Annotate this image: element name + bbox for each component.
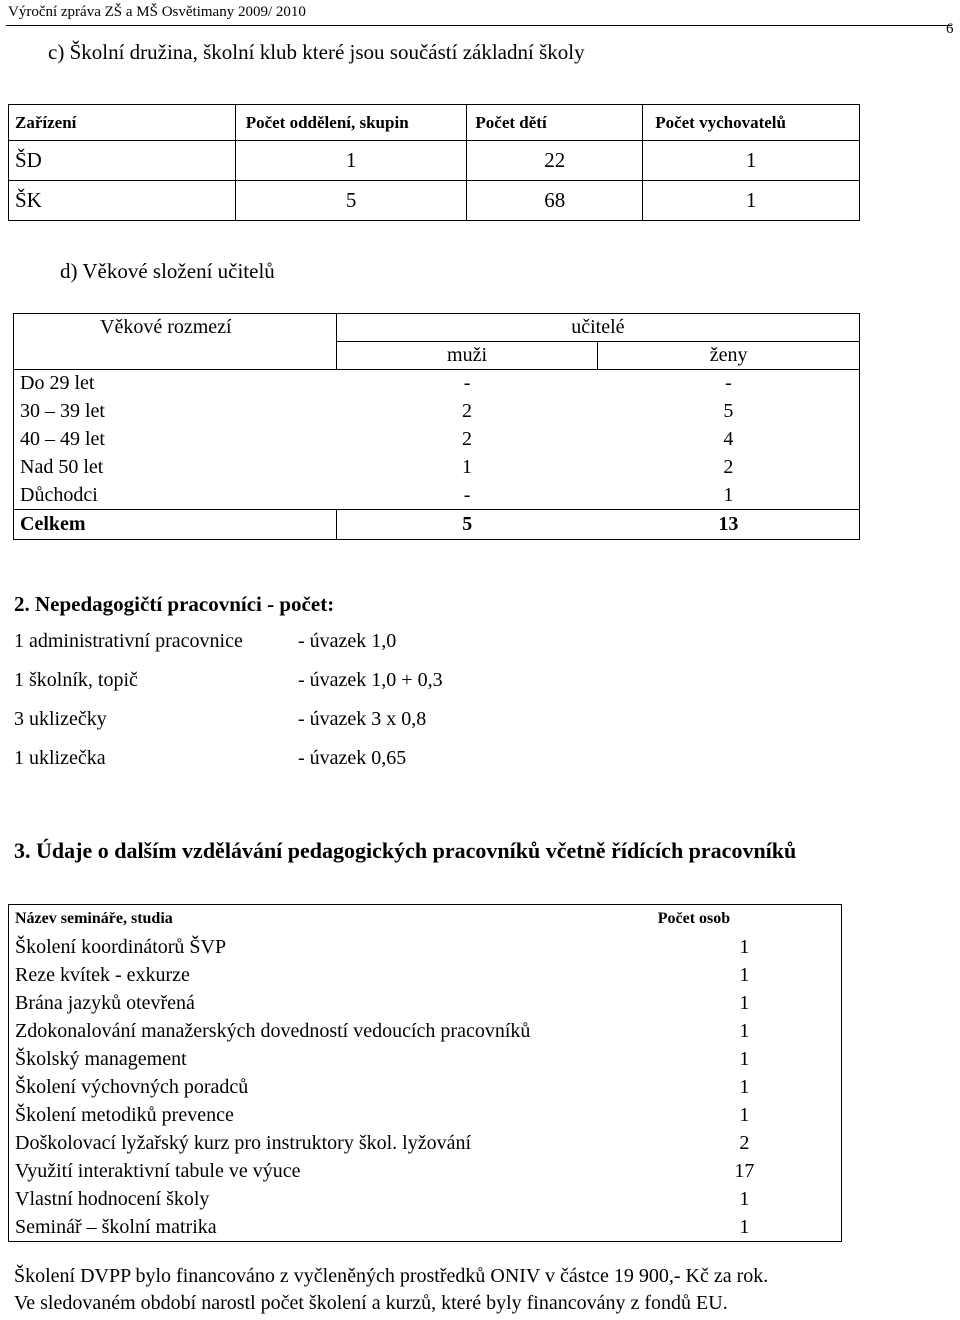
table-cell: 30 – 39 let (14, 398, 337, 426)
page-number: 6 (946, 21, 954, 37)
table-cell: 2 (462, 400, 473, 422)
table-cell: Seminář – školní matrika (15, 1216, 217, 1238)
header-divider (6, 25, 952, 26)
table-row (9, 1073, 842, 1101)
table-cell: 1 (739, 1216, 750, 1238)
table-cell: Vlastní hodnocení školy (15, 1188, 210, 1210)
table-cell: 2 (598, 454, 860, 482)
table-cell: Školení koordinátorů ŠVP (15, 936, 227, 958)
staff-load: - úvazek 1,0 + 0,3 (298, 669, 443, 691)
table-cell: 1 (462, 456, 473, 478)
table-cell: - (463, 483, 471, 506)
table-cell: Školení metodiků prevence (15, 1104, 234, 1126)
column-header: Počet dětí (467, 105, 643, 141)
table-cell: 5 (598, 398, 860, 426)
column-header-men: muži (336, 342, 598, 370)
table-cell: 2 (739, 1132, 750, 1154)
section-2-heading-text: 2. Nepedagogičtí pracovníci - počet: (14, 592, 335, 616)
table-cell: 1 (643, 181, 860, 221)
table-cell: ŠK (9, 181, 236, 221)
table-cell: 17 (734, 1160, 755, 1182)
staff-load: - úvazek 0,65 (298, 747, 407, 769)
column-header-teachers: učitelé (336, 314, 859, 342)
column-header: Počet vychovatelů (643, 105, 860, 141)
table-cell: 1 (739, 1076, 750, 1098)
section-d-heading: d) Věkové složení učitelů (60, 259, 275, 283)
table-cell: - (463, 372, 471, 395)
staff-position: 3 uklizečky (14, 708, 107, 730)
column-header-course: Název semináře, studia (15, 910, 173, 927)
teacher-age-table (13, 313, 860, 540)
table-cell: Reze kvítek - exkurze (15, 964, 190, 986)
training-table (8, 904, 842, 1242)
section-c-heading: c) Školní družina, školní klub které jsou součástí základní školy (48, 40, 585, 64)
table-cell: 5 (235, 181, 467, 221)
table-cell: Nad 50 let (14, 454, 337, 482)
column-header-women: ženy (598, 342, 860, 370)
table-cell: Do 29 let (14, 370, 337, 398)
staff-load: - úvazek 3 x 0,8 (298, 708, 427, 730)
table-cell: Brána jazyků otevřená (15, 992, 195, 1014)
table-row (9, 1017, 842, 1045)
staff-load: - úvazek 1,0 (298, 630, 397, 652)
table-cell: 2 (462, 428, 473, 450)
funding-note: Školení DVPP bylo financováno z vyčleněných prostředků ONIV v částce 19 900,- Kč za rok. (14, 1265, 769, 1287)
table-header-row (9, 105, 860, 141)
table-row (9, 1185, 842, 1213)
table-cell: 1 (739, 964, 750, 986)
table-cell: Důchodci (14, 482, 337, 510)
table-cell: 1 (739, 936, 750, 958)
table-row (14, 370, 860, 398)
table-row (14, 398, 860, 426)
table-cell: 1 (235, 141, 467, 181)
total-women: 13 (598, 510, 860, 540)
table-total-row (14, 510, 860, 540)
table-row (9, 1213, 842, 1242)
table-cell: Školení výchovných poradců (15, 1076, 249, 1098)
table-cell: 1 (598, 482, 860, 510)
table-cell: 1 (739, 1104, 750, 1126)
table-row (9, 141, 860, 181)
table-cell: 22 (467, 141, 643, 181)
total-men: 5 (336, 510, 598, 540)
table-cell: 1 (739, 1048, 750, 1070)
total-label: Celkem (14, 510, 337, 540)
table-cell: 40 – 49 let (14, 426, 337, 454)
eu-funding-note: Ve sledovaném období narostl počet školení a kurzů, které byly financovány z fondů EU. (14, 1292, 728, 1314)
school-club-table (8, 104, 860, 221)
table-cell: 1 (643, 141, 860, 181)
column-header-count: Počet osob (657, 910, 731, 927)
table-row (9, 1045, 842, 1073)
column-header: Počet oddělení, skupin (235, 105, 467, 141)
table-cell: 1 (739, 1188, 750, 1210)
table-row (9, 989, 842, 1017)
table-cell: 1 (739, 1020, 750, 1042)
table-row (9, 1157, 842, 1185)
table-row (9, 933, 842, 961)
table-cell: Zdokonalování manažerských dovedností vedoucích pracovníků (15, 1020, 531, 1042)
table-row (14, 426, 860, 454)
table-cell: 1 (739, 992, 750, 1014)
table-cell: - (598, 370, 860, 398)
column-header: Zařízení (9, 105, 236, 141)
table-row (14, 482, 860, 510)
section-2-heading (14, 592, 334, 617)
column-header-age-range: Věkové rozmezí (14, 314, 337, 370)
staff-position: 1 administrativní pracovnice (14, 630, 243, 652)
table-row (14, 454, 860, 482)
table-cell: ŠD (9, 141, 236, 181)
table-cell: 68 (467, 181, 643, 221)
table-cell: 4 (598, 426, 860, 454)
table-row (9, 181, 860, 221)
section-3-heading: 3. Údaje o dalším vzdělávání pedagogických pracovníků včetně řídících pracovníků (14, 838, 797, 863)
table-cell: Školský management (15, 1048, 187, 1070)
table-header-row (9, 905, 842, 934)
table-row (9, 961, 842, 989)
table-cell: Využití interaktivní tabule ve výuce (15, 1160, 301, 1182)
table-header-row (14, 314, 860, 342)
table-row (9, 1129, 842, 1157)
table-row (9, 1101, 842, 1129)
document-header-title: Výroční zpráva ZŠ a MŠ Osvětimany 2009/ 2010 (8, 4, 306, 20)
staff-position: 1 školník, topič (14, 669, 138, 691)
staff-position: 1 uklizečka (14, 747, 106, 769)
table-cell: Doškolovací lyžařský kurz pro instruktory škol. lyžování (15, 1132, 472, 1154)
